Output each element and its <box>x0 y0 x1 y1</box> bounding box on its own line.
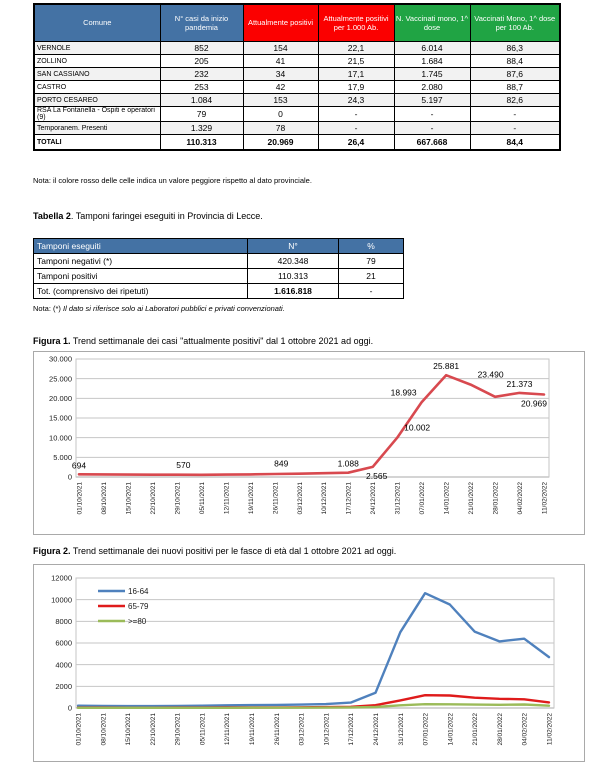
value-cell: 17,9 <box>318 81 394 94</box>
y-axis-tick-label: 10000 <box>51 595 72 605</box>
y-axis-tick-label: 5.000 <box>53 453 72 463</box>
legend-label: 16-64 <box>128 586 149 596</box>
x-axis-tick-label: 01/10/2021 <box>76 482 84 515</box>
x-axis-tick-label: 11/02/2022 <box>546 713 554 746</box>
value-cell: 79 <box>160 107 243 122</box>
value-cell: 82,6 <box>470 94 560 107</box>
value-cell: 86,3 <box>470 42 560 55</box>
figura2-caption-rest: Trend settimanale dei nuovi positivi per le fasce di età dal 1 ottobre 2021 ad oggi. <box>70 546 397 556</box>
figura2-caption <box>33 546 396 556</box>
value-cell: 1.684 <box>394 55 470 68</box>
y-axis-tick-label: 30.000 <box>49 354 72 364</box>
x-axis-tick-label: 01/10/2021 <box>75 713 83 746</box>
x-axis-tick-label: 21/01/2022 <box>472 713 480 746</box>
figura1-caption-bold: Figura 1. <box>33 336 71 346</box>
x-axis-tick-label: 03/12/2021 <box>296 482 304 515</box>
x-axis-tick-label: 05/11/2021 <box>198 482 206 515</box>
data-label: 2.565 <box>366 470 388 481</box>
x-axis-tick-label: 05/11/2021 <box>199 713 207 746</box>
tamponi-table-header-row <box>34 239 404 254</box>
x-axis-tick-label: 17/12/2021 <box>345 482 353 515</box>
x-axis-tick-label: 04/02/2022 <box>517 482 525 515</box>
table-row <box>34 254 404 269</box>
figura1-caption <box>33 336 373 346</box>
x-axis-tick-label: 22/10/2021 <box>149 713 157 746</box>
x-axis-tick-label: 24/12/2021 <box>370 482 378 515</box>
x-axis-tick-label: 07/01/2022 <box>419 482 427 515</box>
value-cell: 88,4 <box>470 55 560 68</box>
table-row <box>34 42 560 55</box>
y-axis-tick-label: 8000 <box>55 617 72 627</box>
comune-cell: RSA La Fontanella - Ospiti e operatori (9) <box>34 107 160 122</box>
x-axis-tick-label: 24/12/2021 <box>372 713 380 746</box>
table-row <box>34 107 560 122</box>
table-row <box>34 68 560 81</box>
data-label: 570 <box>176 459 191 470</box>
table2-note-italic: Il dato si riferisce solo ai Laboratori pubblici e privati convenzionati. <box>63 304 285 313</box>
table2-note-prefix: Nota: (*) <box>33 304 64 313</box>
value-cell: 26,4 <box>318 135 394 151</box>
value-cell: 41 <box>243 55 318 68</box>
value-cell: 1.329 <box>160 122 243 135</box>
y-axis-tick-label: 20.000 <box>49 394 72 404</box>
value-cell: 2.080 <box>394 81 470 94</box>
value-cell: 110.313 <box>248 269 339 284</box>
series-line-16-64 <box>78 593 549 706</box>
y-axis-tick-label: 10.000 <box>49 433 72 443</box>
column-header: Comune <box>34 4 160 42</box>
value-cell: 5.197 <box>394 94 470 107</box>
value-cell: - <box>339 284 404 299</box>
value-cell: 420.348 <box>248 254 339 269</box>
x-axis-tick-label: 11/02/2022 <box>541 482 549 515</box>
y-axis-tick-label: 0 <box>67 472 72 482</box>
value-cell: - <box>394 107 470 122</box>
value-cell: 87,6 <box>470 68 560 81</box>
comune-cell: TOTALI <box>34 135 160 151</box>
table2-note <box>33 304 285 313</box>
x-axis-tick-label: 29/10/2021 <box>174 713 182 746</box>
y-axis-tick-label: 12000 <box>51 573 72 583</box>
value-cell: 78 <box>243 122 318 135</box>
x-axis-tick-label: 10/12/2021 <box>321 482 329 515</box>
y-axis-tick-label: 2000 <box>55 682 72 692</box>
value-cell: 79 <box>339 254 404 269</box>
data-label: 849 <box>274 458 289 469</box>
x-axis-tick-label: 19/11/2021 <box>249 713 257 746</box>
comuni-table-header-row <box>34 4 560 42</box>
x-axis-tick-label: 28/01/2022 <box>492 482 500 515</box>
value-cell: 667.668 <box>394 135 470 151</box>
row-label-cell: Tamponi positivi <box>34 269 248 284</box>
value-cell: - <box>318 122 394 135</box>
x-axis-tick-label: 03/12/2021 <box>298 713 306 746</box>
x-axis-tick-label: 12/11/2021 <box>223 482 231 515</box>
x-axis-tick-label: 12/11/2021 <box>224 713 232 746</box>
value-cell: 21,5 <box>318 55 394 68</box>
table-row <box>34 269 404 284</box>
x-axis-tick-label: 15/10/2021 <box>125 482 133 515</box>
tabella2-caption-bold: Tabella 2 <box>33 211 71 221</box>
comune-cell: ZOLLINO <box>34 55 160 68</box>
table-row <box>34 94 560 107</box>
comune-cell: PORTO CESAREO <box>34 94 160 107</box>
column-header: Vaccinati Mono, 1^ dose per 100 Ab. <box>470 4 560 42</box>
comune-cell: CASTRO <box>34 81 160 94</box>
value-cell: 88,7 <box>470 81 560 94</box>
value-cell: 852 <box>160 42 243 55</box>
x-axis-tick-label: 08/10/2021 <box>100 482 108 515</box>
column-header: Tamponi eseguiti <box>34 239 248 254</box>
row-label-cell: Tot. (comprensivo dei ripetuti) <box>34 284 248 299</box>
legend-label: 65-79 <box>128 601 149 611</box>
value-cell: 110.313 <box>160 135 243 151</box>
comune-cell: Temporanem. Presenti <box>34 122 160 135</box>
value-cell: 1.084 <box>160 94 243 107</box>
value-cell: 21 <box>339 269 404 284</box>
value-cell: 1.616.818 <box>248 284 339 299</box>
data-label: 1.088 <box>337 458 359 469</box>
figure2-chart <box>33 564 585 762</box>
x-axis-tick-label: 29/10/2021 <box>174 482 182 515</box>
table-row <box>34 135 560 151</box>
y-axis-tick-label: 0 <box>67 703 72 713</box>
value-cell: 154 <box>243 42 318 55</box>
column-header: N° <box>248 239 339 254</box>
data-label: 694 <box>71 460 87 471</box>
value-cell: 153 <box>243 94 318 107</box>
y-axis-tick-label: 25.000 <box>49 374 72 384</box>
x-axis-tick-label: 07/01/2022 <box>422 713 430 746</box>
figure1-line-chart <box>34 352 582 532</box>
value-cell: 205 <box>160 55 243 68</box>
value-cell: 6.014 <box>394 42 470 55</box>
column-header: N. Vaccinati mono, 1^ dose <box>394 4 470 42</box>
x-axis-tick-label: 15/10/2021 <box>125 713 133 746</box>
x-axis-tick-label: 04/02/2022 <box>521 713 529 746</box>
x-axis-tick-label: 17/12/2021 <box>348 713 356 746</box>
comune-cell: SAN CASSIANO <box>34 68 160 81</box>
data-label: 18.993 <box>390 387 417 398</box>
x-axis-tick-label: 28/01/2022 <box>496 713 504 746</box>
y-axis-tick-label: 4000 <box>55 660 72 670</box>
value-cell: - <box>394 122 470 135</box>
x-axis-tick-label: 22/10/2021 <box>149 482 157 515</box>
x-axis-tick-label: 14/01/2022 <box>443 482 451 515</box>
value-cell: 232 <box>160 68 243 81</box>
table-row <box>34 81 560 94</box>
tamponi-table <box>33 238 404 299</box>
value-cell: 253 <box>160 81 243 94</box>
value-cell: 1.745 <box>394 68 470 81</box>
column-header: % <box>339 239 404 254</box>
x-axis-tick-label: 21/01/2022 <box>468 482 476 515</box>
figura1-caption-rest: Trend settimanale dei casi "attualmente positivi" dal 1 ottobre 2021 ad oggi. <box>70 336 374 346</box>
comune-cell: VERNOLE <box>34 42 160 55</box>
column-header: Attualmente positivi per 1.000 Ab. <box>318 4 394 42</box>
value-cell: - <box>318 107 394 122</box>
value-cell: 0 <box>243 107 318 122</box>
x-axis-tick-label: 10/12/2021 <box>323 713 331 746</box>
value-cell: 84,4 <box>470 135 560 151</box>
x-axis-tick-label: 26/11/2021 <box>272 482 280 515</box>
tabella2-caption <box>33 211 263 221</box>
table1-note: Nota: il colore rosso delle celle indica un valore peggiore rispetto al dato provinciale. <box>33 176 312 185</box>
data-label: 21.373 <box>506 378 533 389</box>
value-cell: 17,1 <box>318 68 394 81</box>
y-axis-tick-label: 6000 <box>55 638 72 648</box>
figure2-line-chart <box>34 565 582 759</box>
data-label: 20.969 <box>521 398 547 409</box>
value-cell: - <box>470 107 560 122</box>
series-line-attualmente positivi <box>79 375 544 475</box>
x-axis-tick-label: 14/01/2022 <box>447 713 455 746</box>
table-row <box>34 55 560 68</box>
comuni-table <box>33 3 561 151</box>
x-axis-tick-label: 08/10/2021 <box>100 713 108 746</box>
row-label-cell: Tamponi negativi (*) <box>34 254 248 269</box>
value-cell: - <box>470 122 560 135</box>
column-header: Attualmente positivi <box>243 4 318 42</box>
x-axis-tick-label: 31/12/2021 <box>397 713 405 746</box>
x-axis-tick-label: 19/11/2021 <box>247 482 255 515</box>
tabella2-caption-rest: . Tamponi faringei eseguiti in Provincia di Lecce. <box>70 211 263 221</box>
table-row <box>34 122 560 135</box>
x-axis-tick-label: 31/12/2021 <box>394 482 402 515</box>
table-row <box>34 284 404 299</box>
x-axis-tick-label: 26/11/2021 <box>273 713 281 746</box>
legend-label: >=80 <box>128 616 147 626</box>
value-cell: 34 <box>243 68 318 81</box>
value-cell: 24,3 <box>318 94 394 107</box>
value-cell: 20.969 <box>243 135 318 151</box>
data-label: 10.002 <box>404 422 431 433</box>
column-header: N° casi da inizio pandemia <box>160 4 243 42</box>
value-cell: 22,1 <box>318 42 394 55</box>
value-cell: 42 <box>243 81 318 94</box>
y-axis-tick-label: 15.000 <box>49 413 72 423</box>
data-label: 25.881 <box>433 361 460 372</box>
figura2-caption-bold: Figura 2. <box>33 546 71 556</box>
figure1-chart <box>33 351 585 535</box>
data-label: 23.490 <box>477 369 504 380</box>
